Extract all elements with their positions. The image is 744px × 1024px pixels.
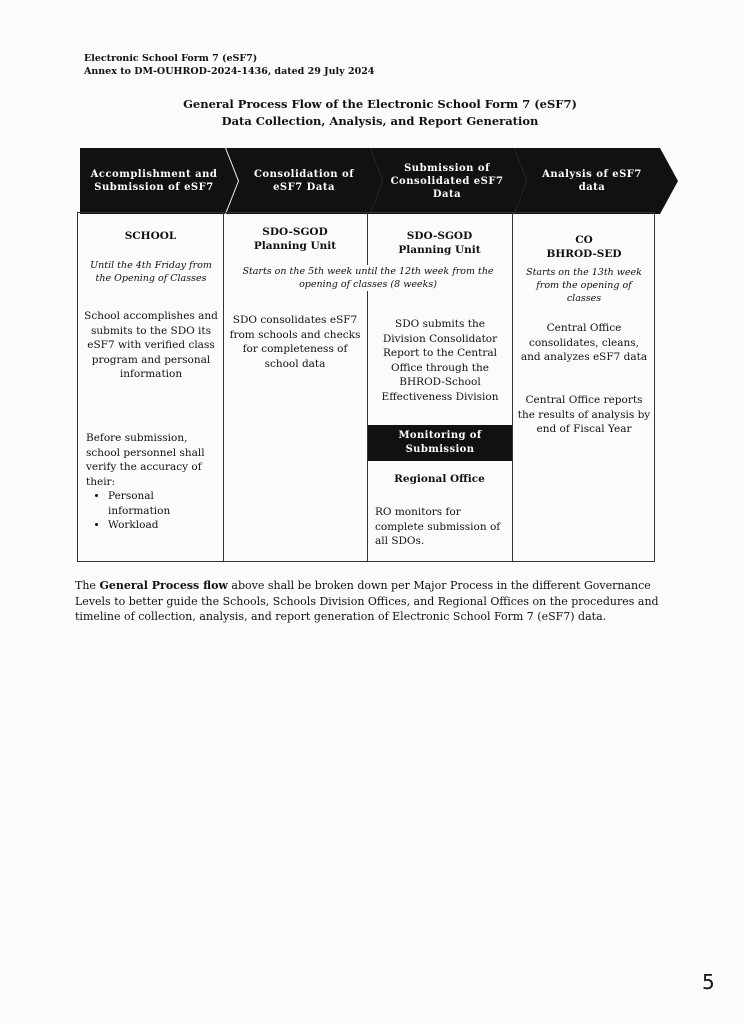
school-office-label: SCHOOL: [124, 230, 177, 242]
page-title: [120, 96, 640, 130]
sdo-shared-timeline: Starts on the 5th week until the 12th week from the opening of classes (8 weeks): [238, 265, 498, 291]
verification-item: • Workload: [108, 518, 216, 533]
paragraph-emphasis: General Process flow: [99, 579, 228, 592]
column-divider: [512, 213, 513, 561]
stage-4-chevron: [514, 148, 680, 214]
header-form-name: Electronic School Form 7 (eSF7): [84, 53, 258, 64]
verification-item: • Personal information: [108, 489, 216, 518]
sdo-consolidation-office: [223, 225, 367, 253]
office-line-1: SDO-SGOD: [262, 226, 328, 238]
process-table: [77, 212, 655, 562]
column-divider: [223, 213, 224, 561]
paragraph-lead: The: [75, 579, 96, 592]
office-line-2: Planning Unit: [398, 244, 481, 256]
stage-1-label: Accomplishment and Submission of eSF7: [90, 169, 218, 193]
stage-1-chevron: [80, 148, 240, 214]
stage-4-label: Analysis of eSF7 data: [542, 169, 642, 193]
document-header: [84, 52, 374, 78]
office-line-2: Planning Unit: [253, 240, 337, 252]
central-office-description-1: Central Office consolidates, cleans, and analyzes eSF7 data: [520, 322, 648, 363]
page-number: 5: [702, 970, 715, 994]
sdo-consolidation-description: SDO consolidates eSF7 from schools and checks for completeness of school data: [229, 314, 361, 370]
stage-3-chevron: [370, 148, 530, 214]
stage-3-label: Submission of Consolidated eSF7 Data: [390, 162, 504, 200]
school-verification-note: [86, 431, 216, 533]
stage-2-chevron: [226, 148, 386, 214]
central-office-description-2: Central Office reports the results of analysis by end of Fiscal Year: [517, 394, 651, 435]
title-line-2: Data Collection, Analysis, and Report Generation: [221, 114, 539, 128]
regional-office-label: Regional Office: [394, 473, 485, 485]
regional-office-description: RO monitors for complete submission of all SDOs.: [375, 506, 501, 547]
school-description: School accomplishes and submits to the SDO its eSF7 with verified class program and personal information: [84, 310, 218, 380]
office-line-2: BHROD-SED: [546, 248, 622, 260]
sdo-submission-office: [367, 229, 512, 257]
office-line-1: SDO-SGOD: [406, 230, 473, 242]
sdo-submission-description: SDO submits the Division Consolidator Report to the Central Office through the BHROD-School Effectiveness Division: [381, 318, 499, 403]
explanatory-paragraph: [75, 578, 665, 625]
title-line-1: General Process Flow of the Electronic School Form 7 (eSF7): [183, 97, 577, 111]
note-intro: Before submission, school personnel shall verify the accuracy of their:: [86, 432, 205, 488]
paragraph-text: above shall be broken down per Major Process in the different Governance Levels to better guide the Schools, Schools Division Offices, and Regional Offices on the procedures and timeline of collection, analysis, and report generation of Electronic School Form 7 (eSF7) data.: [75, 579, 659, 623]
office-line-1: CO: [575, 234, 593, 246]
central-office-label: [512, 233, 656, 261]
monitoring-header: Monitoring of Submission: [368, 425, 512, 461]
verification-list: [86, 489, 216, 533]
school-timeline: Until the 4th Friday from the Opening of Classes: [90, 260, 212, 284]
central-office-timeline: Starts on the 13th week from the opening of classes: [526, 267, 642, 304]
header-annex-ref: Annex to DM-OUHROD-2024-1436, dated 29 July 2024: [84, 66, 375, 77]
stage-2-label: Consolidation of eSF7 Data: [253, 169, 355, 193]
